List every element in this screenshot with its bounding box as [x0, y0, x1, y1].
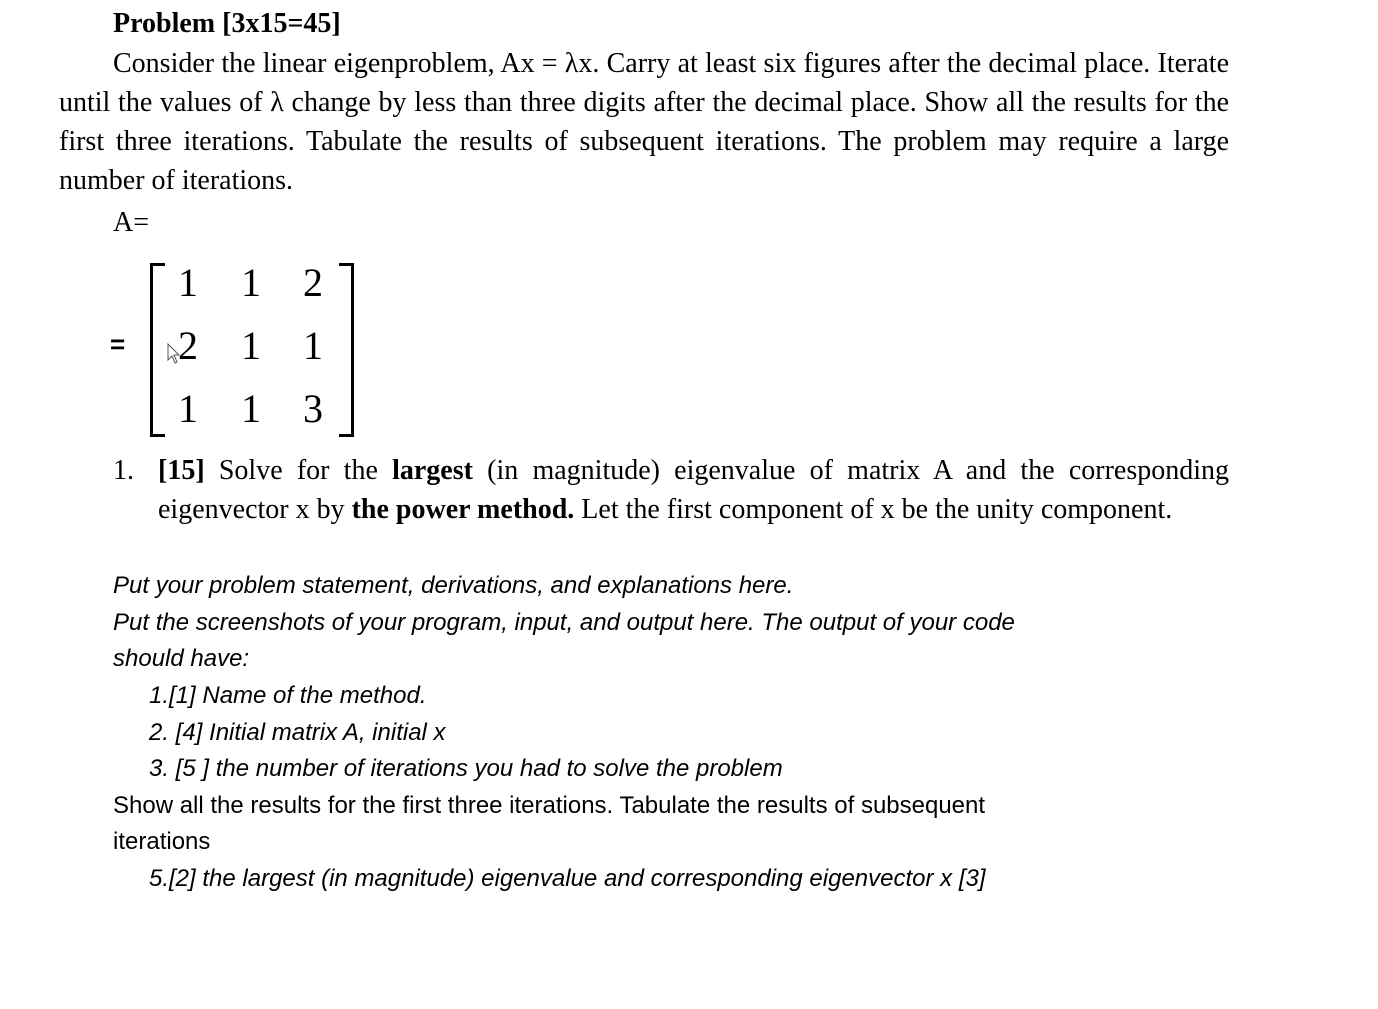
matrix-label: A=: [113, 207, 150, 238]
question-bold-largest: largest: [392, 455, 473, 486]
matrix-right-bracket: [339, 263, 354, 437]
matrix-cell: 1: [241, 323, 261, 368]
question-text-2: (in magnitude) eigenvalue of matrix A and the corresponding: [472, 455, 1229, 486]
question-number: 1.: [113, 455, 134, 486]
question-points: [15]: [158, 455, 205, 486]
intro-line-1: Consider the linear eigenproblem, Ax = λx. Carry at least six figures after the decimal place.: [113, 48, 1151, 79]
question-bold-method: the power method.: [351, 494, 575, 525]
mouse-cursor-icon: [167, 343, 183, 367]
problem-title: Problem [3x15=45]: [113, 8, 341, 39]
matrix-left-bracket: [150, 263, 165, 437]
instruction-line-3: should have:: [113, 645, 250, 672]
matrix-cell: 2: [303, 260, 323, 305]
intro-paragraph: [59, 44, 1229, 200]
problem-intro: [59, 44, 1229, 200]
question-text-1: Solve for the: [204, 455, 393, 486]
matrix-cell: 3: [303, 386, 323, 431]
matrix-cell: 1: [241, 386, 261, 431]
intro-line-2: Iterate until the values of λ change by less than three digits after the decimal place. Show all the: [59, 48, 1229, 118]
intro-line-3: results for the first three iterations. Tabulate the results of subsequent iterations. The problem may: [59, 87, 1230, 157]
instruction-line-1: Put your problem statement, derivations, and explanations here.: [113, 572, 794, 599]
matrix-cell: 1: [178, 260, 198, 305]
matrix-cell: 1: [303, 323, 323, 368]
instruction-show-2: iterations: [113, 828, 211, 855]
question-text: [158, 451, 1229, 529]
instruction-show-1: Show all the results for the first three iterations. Tabulate the results of subsequent: [113, 792, 986, 819]
matrix-cell: 1: [241, 260, 261, 305]
question-text-3: eigenvector x by: [158, 494, 352, 525]
instruction-item-5: 5.[2] the largest (in magnitude) eigenvalue and corresponding eigenvector x [3]: [149, 865, 986, 892]
instruction-item-2: 2. [4] Initial matrix A, initial x: [149, 719, 446, 746]
matrix-a: [105, 255, 365, 440]
instruction-line-2: Put the screenshots of your program, input, and output here. The output of your code: [113, 609, 1015, 636]
matrix-equals-sign: =: [110, 329, 126, 359]
question-text-4: Let the first component of x be the unity component.: [574, 494, 1173, 525]
question-paragraph: [158, 451, 1229, 529]
instruction-item-3: 3. [5 ] the number of iterations you had to solve the problem: [149, 755, 783, 782]
matrix-cell: 2: [178, 323, 198, 368]
instruction-item-1: 1.[1] Name of the method.: [149, 682, 427, 709]
matrix-cell: 1: [178, 386, 198, 431]
intro-line-4: require a large number of iterations.: [59, 126, 1229, 196]
